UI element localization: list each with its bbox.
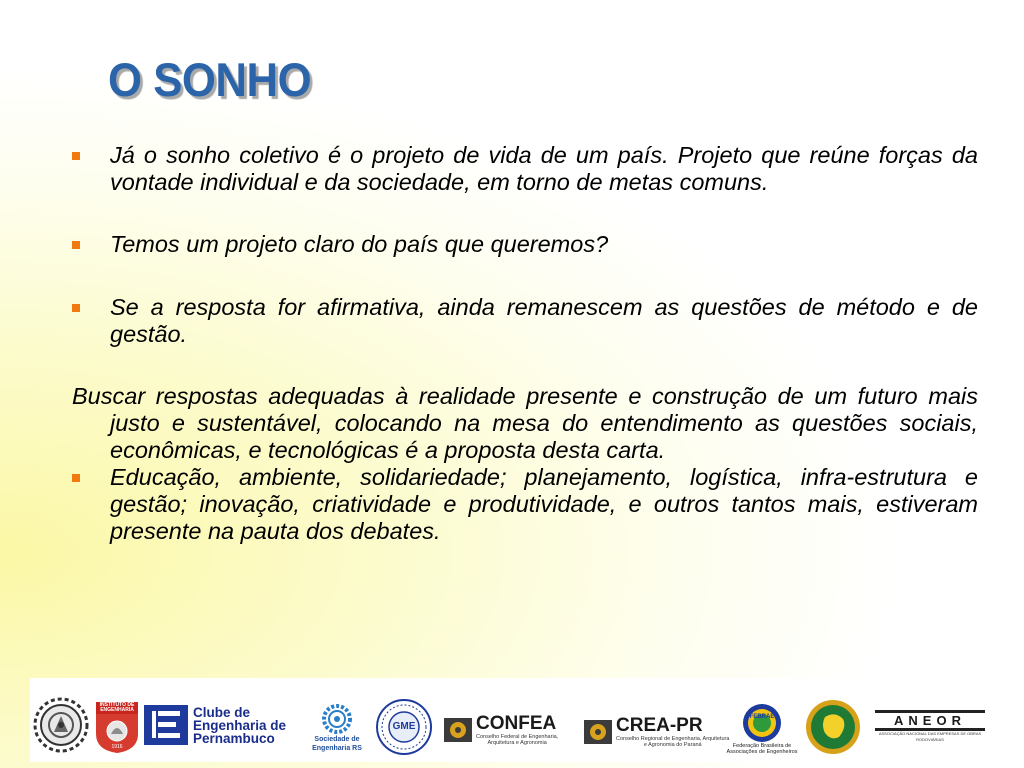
- sociedade-engenharia-logo: [306, 698, 368, 758]
- confea-logo: [444, 710, 578, 750]
- aneor-name: ANEOR: [894, 712, 966, 728]
- bullet-item: [72, 142, 978, 196]
- clube-line3: Pernambuco: [193, 730, 275, 746]
- gme-seal-logo: [374, 698, 434, 756]
- instituto-line2: ENGENHARIA: [100, 707, 134, 713]
- instituto-engenharia-logo: [94, 700, 140, 754]
- bullet-text: Temos um projeto claro do país que queremos?: [110, 231, 609, 257]
- sponsor-logo-strip: [30, 678, 994, 762]
- crea-emblem-icon: [584, 720, 612, 744]
- sociedade-line1: Sociedade de: [314, 736, 360, 743]
- febrae-logo: [724, 698, 800, 760]
- bullet-text: Já o sonho coletivo é o projeto de vida de um país. Projeto que reúne forças da vontade individual e da sociedade, em torno de metas comuns.: [110, 142, 978, 195]
- crea-pr-caption2: e Agronomia do Paraná: [643, 742, 702, 748]
- clube-engenharia-logo: [144, 702, 304, 748]
- confea-name: CONFEA: [476, 713, 557, 734]
- instituto-year: 1916: [111, 744, 123, 750]
- bullet-text: Educação, ambiente, solidariedade; planejamento, logística, infra-estrutura e gestão; inovação, criatividade e produtividade, e outros tantos mais, estiveram presente na pauta dos debates.: [110, 464, 978, 544]
- confea-caption2: Arquitetura e Agronomia: [487, 740, 547, 746]
- febrae-badge-icon: [740, 703, 784, 743]
- plain-paragraph: Buscar respostas adequadas à realidade presente e construção de um futuro mais justo e sustentável, colocando na mesa do entendimento as questões sociais, econômicas, e tecnológicas é a proposta desta carta.: [72, 383, 978, 463]
- crea-pr-caption1: Conselho Regional de Engenharia, Arquitetura: [616, 736, 730, 742]
- cog-icon: [321, 703, 353, 735]
- clube-line1: Clube de: [193, 704, 251, 720]
- bullet-square-icon: [72, 241, 80, 249]
- febrae-caption2: Associações de Engenheiros: [726, 749, 798, 755]
- sociedade-line2: Engenharia RS: [312, 745, 362, 752]
- aneor-logo: [870, 708, 990, 744]
- bullet-item: [72, 231, 978, 258]
- confea-caption1: Conselho Federal de Engenharia,: [476, 734, 559, 740]
- gear-icon: [32, 696, 90, 754]
- bullet-item: [72, 294, 978, 348]
- gear-emblem-logo: [32, 696, 90, 754]
- febrae-caption1: Federação Brasileira de: [732, 743, 792, 749]
- bullet-square-icon: [72, 304, 80, 312]
- clube-emblem-icon: [144, 705, 188, 745]
- slide-body: [72, 142, 978, 545]
- confea-emblem-icon: [444, 718, 472, 742]
- clube-line2: Engenharia de: [193, 717, 287, 733]
- bullet-square-icon: [72, 474, 80, 482]
- brazil-map-seal-icon: [805, 699, 861, 755]
- slide-title: O SONHO: [108, 53, 312, 106]
- instituto-line1: INSTITUTO DE: [99, 702, 135, 708]
- gme-label: GME: [392, 721, 416, 732]
- brazil-seal-logo: [804, 698, 862, 756]
- crea-pr-logo: [584, 712, 734, 752]
- febrae-badge-text: FEBRAE: [749, 714, 775, 720]
- bullet-square-icon: [72, 152, 80, 160]
- crea-pr-name: CREA-PR: [616, 715, 703, 736]
- bullet-text: Se a resposta for afirmativa, ainda remanescem as questões de método e de gestão.: [110, 294, 978, 347]
- aneor-caption: ASSOCIAÇÃO NACIONAL DAS EMPRESAS DE OBRAS RODOVIÁRIAS: [878, 730, 982, 742]
- bullet-item: [72, 464, 978, 545]
